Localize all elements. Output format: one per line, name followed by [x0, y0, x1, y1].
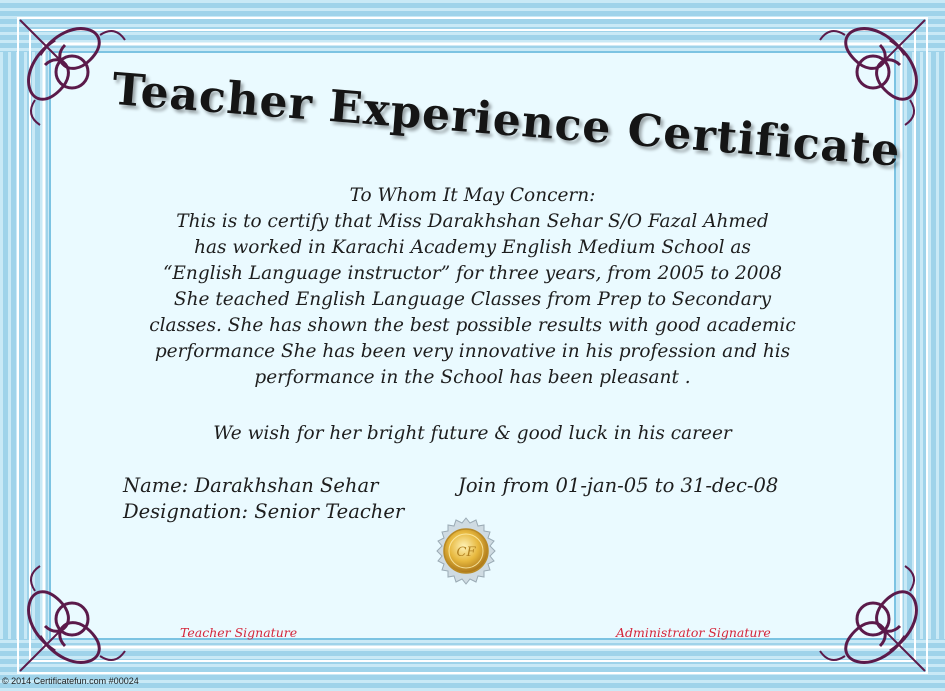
seal-text: CF	[456, 545, 476, 560]
body-line: She teached English Language Classes from Prep to Secondary	[173, 289, 772, 310]
name-field: Name: Darakhshan Sehar	[123, 474, 379, 497]
wish-line: We wish for her bright future & good luck in his career	[213, 423, 732, 444]
body-line: has worked in Karachi Academy English Medium School as	[194, 237, 751, 258]
body-line: performance in the School has been pleasant .	[254, 367, 691, 388]
greeting: To Whom It May Concern:	[349, 185, 596, 206]
body-line: This is to certify that Miss Darakhshan Sehar S/O Fazal Ahmed	[176, 211, 769, 232]
administrator-signature-label: Administrator Signature	[616, 625, 771, 640]
body-line: “English Language instructor” for three years, from 2005 to 2008	[162, 263, 783, 284]
teacher-signature-label: Teacher Signature	[180, 625, 298, 640]
body-line: classes. She has shown the best possible results with good academic	[149, 315, 796, 336]
body-line: performance She has been very innovative in his profession and his	[154, 341, 791, 362]
copyright-notice: © 2014 Certificatefun.com #00024	[2, 676, 139, 686]
designation-field: Designation: Senior Teacher	[123, 500, 405, 523]
join-dates-field: Join from 01-jan-05 to 31-dec-08	[458, 474, 779, 497]
certificate-body	[120, 183, 825, 391]
certificate-title: Teacher Experience Certificate	[110, 63, 903, 177]
gold-seal-icon	[432, 517, 500, 585]
